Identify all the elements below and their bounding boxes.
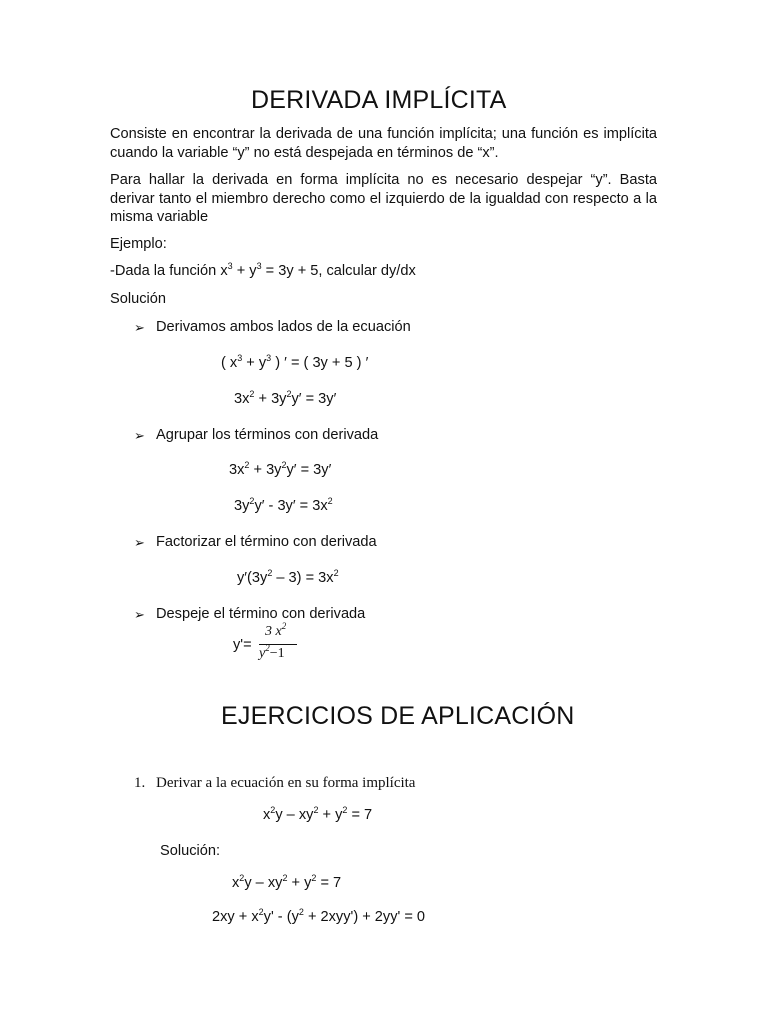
bullet-icon: ➢ — [134, 428, 145, 443]
fraction-result: 3 $x^2$ $y^2-1$ — [259, 624, 299, 664]
equation: $3y^2y' - 3y' = 3x^2$ — [234, 496, 333, 514]
step-1-text: Derivamos ambos lados de la ecuación — [156, 319, 411, 335]
section-title: EJERCICIOS DE APLICACIÓN — [221, 702, 575, 730]
step-4-text: Despeje el término con derivada — [156, 606, 366, 622]
equation: $2xy + x^2y' - (y^2 + 2xyy') + 2yy' = 0$ — [212, 907, 426, 925]
equation: $3x^2 + 3y^2y' = 3y'$ — [234, 389, 337, 407]
exercise-solucion-label: Solución: — [160, 843, 221, 859]
step-3-text: Factorizar el término con derivada — [156, 534, 377, 550]
equation: $x^2y - xy^2 + y^2 = 7$ — [232, 873, 342, 891]
equation: $y'(3y^2 - 3) = 3x^2$ — [237, 568, 339, 586]
page-title: DERIVADA IMPLÍCITA — [251, 86, 507, 114]
equation: $x^2y - xy^2 + y^2 = 7$ — [263, 805, 373, 823]
ejemplo-label: Ejemplo: — [110, 236, 167, 252]
equation: ( $x^3 + y^3$ ) ′ = ( 3y + 5 ) ′ — [221, 353, 369, 371]
example-problem: -Dada la función $x^3 + y^3 = 3y + 5$, calcular dy/dx — [110, 261, 416, 279]
exercise-number: 1. — [134, 775, 146, 791]
step-2-text: Agrupar los términos con derivada — [156, 427, 379, 443]
fraction-lhs: y'= — [233, 637, 252, 653]
bullet-icon: ➢ — [134, 535, 145, 550]
intro-paragraph-2: Para hallar la derivada en forma implícita no es necesario despejar “y”. Basta derivar tanto el miembro derecho como el izquierdo de la igualdad con respecto a la misma variable — [110, 172, 657, 225]
exercise-1-text: Derivar a la ecuación en su forma implícita — [156, 775, 416, 791]
equation: $3x^2 + 3y^2y' = 3y'$ — [229, 460, 332, 478]
intro-paragraph-1: Consiste en encontrar la derivada de una función implícita; una función es implícita cuando la variable “y” no está despejada en términos de “x”. — [110, 126, 657, 161]
bullet-icon: ➢ — [134, 320, 145, 335]
solucion-label: Solución — [110, 291, 166, 307]
bullet-icon: ➢ — [134, 607, 145, 622]
